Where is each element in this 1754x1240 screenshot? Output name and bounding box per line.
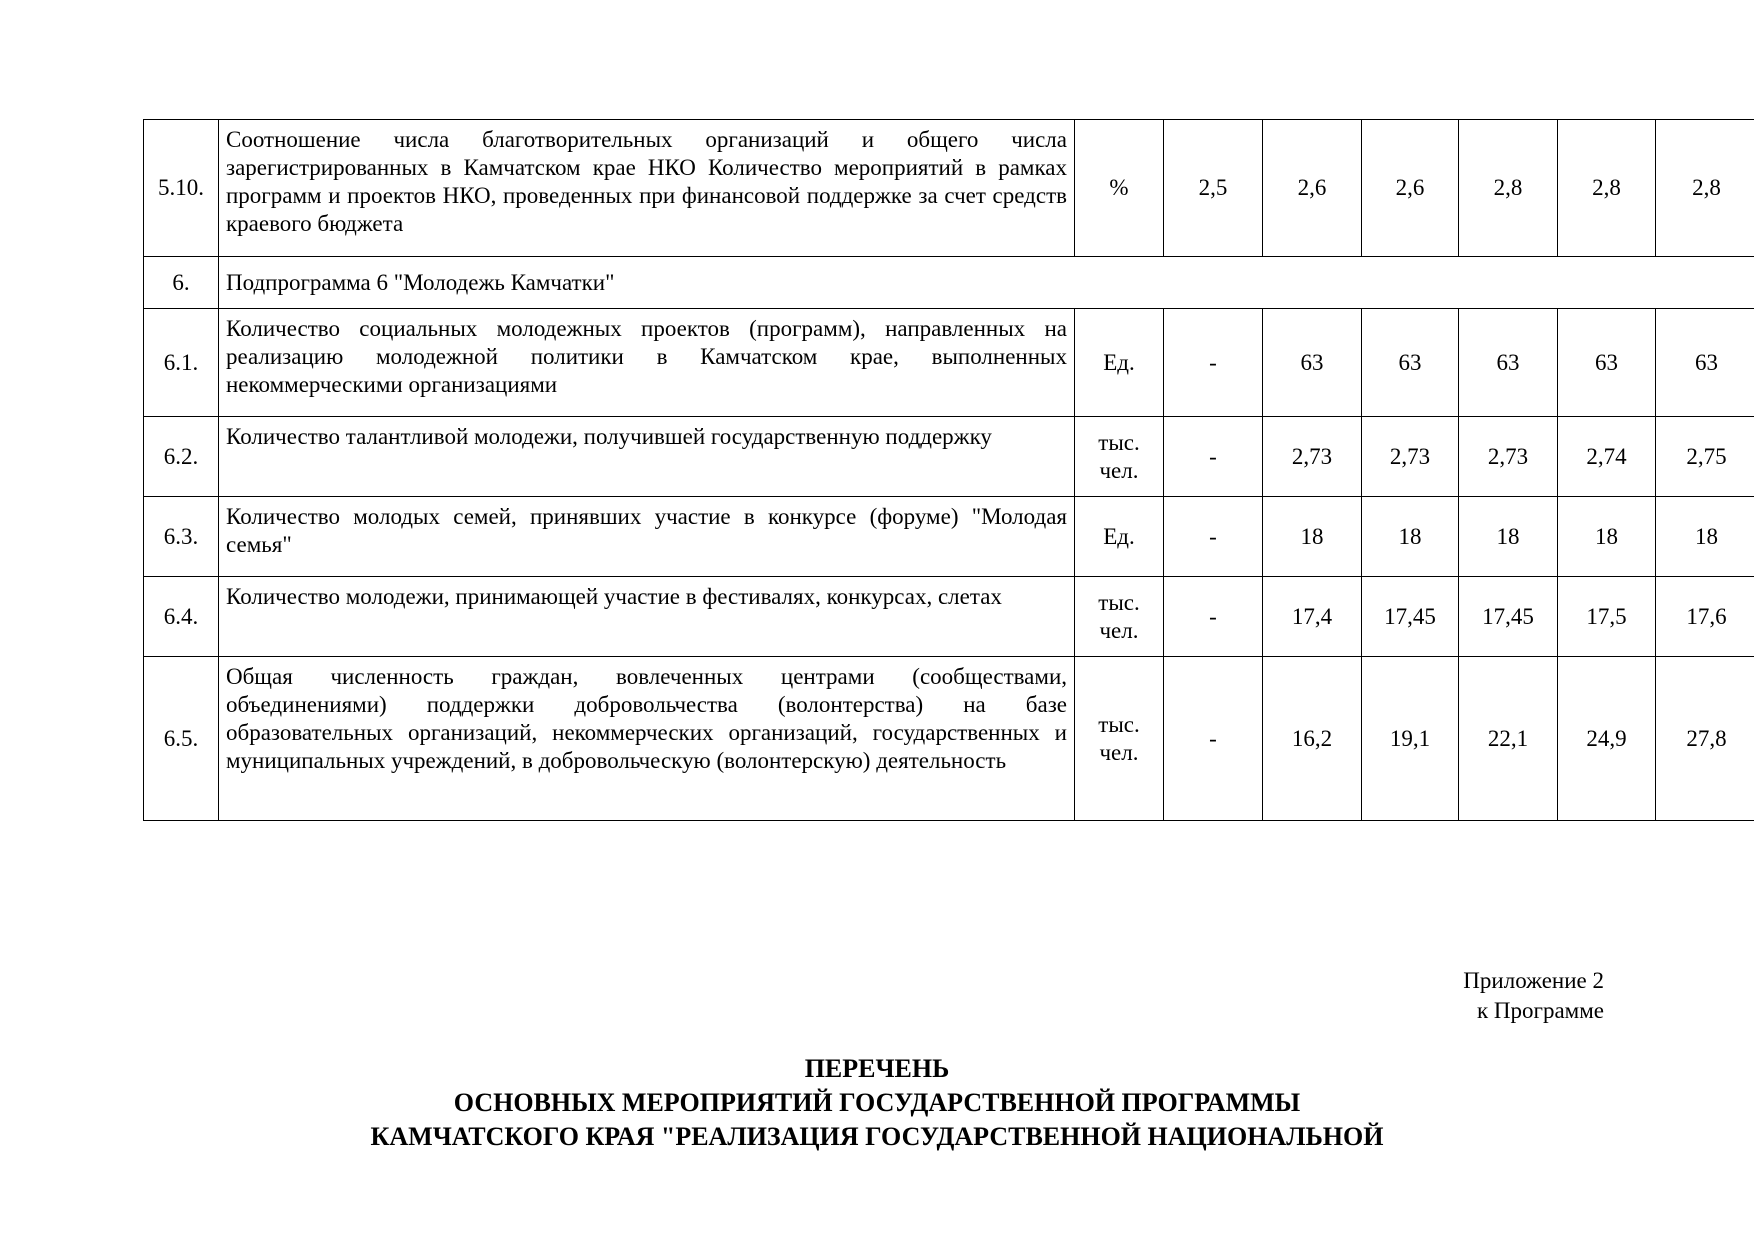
section-title: Подпрограмма 6 "Молодежь Камчатки" [219,257,1754,309]
value-cell: 18 [1558,497,1656,577]
value-cell: 22,1 [1459,657,1558,821]
value-cell: 17,4 [1263,577,1362,657]
value-cell: 2,5 [1164,120,1263,257]
value-cell: 16,2 [1263,657,1362,821]
value-cell: 2,8 [1656,120,1754,257]
unit: Ед. [1075,309,1164,417]
value-cell: 17,45 [1459,577,1558,657]
appendix-line-1: Приложение 2 [1463,968,1604,993]
value-cell: 2,8 [1459,120,1558,257]
indicator-name: Количество талантливой молодежи, получившей государственную поддержку [219,417,1075,497]
row-number: 5.10. [144,120,219,257]
value-cell: 27,8 [1656,657,1754,821]
value-cell: 63 [1459,309,1558,417]
value-cell: 2,73 [1362,417,1459,497]
indicator-name: Количество молодых семей, принявших участие в конкурсе (форуме) "Молодая семья" [219,497,1075,577]
row-number: 6.5. [144,657,219,821]
value-cell: 18 [1362,497,1459,577]
indicator-name: Общая численность граждан, вовлеченных центрами (сообществами, объединениями) поддержки добровольчества (волонтерства) на базе образовательных организаций, некоммерческих организаций, государственных и муниципальных учреждений, в добровольческую (волонтерскую) деятельность [219,657,1075,821]
value-cell: - [1164,417,1263,497]
unit: тыс. чел. [1075,657,1164,821]
appendix-line-2: к Программе [1477,998,1604,1023]
table-row [144,120,1754,257]
value-cell: 63 [1656,309,1754,417]
value-cell: - [1164,577,1263,657]
value-cell: 2,6 [1362,120,1459,257]
appendix-note [1463,966,1604,1026]
value-cell: 17,45 [1362,577,1459,657]
value-cell: 63 [1263,309,1362,417]
value-cell: 18 [1459,497,1558,577]
unit: тыс. чел. [1075,577,1164,657]
unit: тыс. чел. [1075,417,1164,497]
document-title [0,1052,1754,1154]
row-number: 6.4. [144,577,219,657]
value-cell: 24,9 [1558,657,1656,821]
indicator-name: Количество молодежи, принимающей участие в фестивалях, конкурсах, слетах [219,577,1075,657]
title-line-2: ОСНОВНЫХ МЕРОПРИЯТИЙ ГОСУДАРСТВЕННОЙ ПРОГРАММЫ [453,1088,1301,1117]
unit: % [1075,120,1164,257]
table-row [144,657,1754,821]
unit: Ед. [1075,497,1164,577]
value-cell: 2,73 [1263,417,1362,497]
value-cell: - [1164,497,1263,577]
value-cell: 63 [1362,309,1459,417]
table-row [144,497,1754,577]
table-row [144,257,1754,309]
row-number: 6.3. [144,497,219,577]
value-cell: - [1164,657,1263,821]
value-cell: - [1164,309,1263,417]
value-cell: 2,73 [1459,417,1558,497]
value-cell: 17,5 [1558,577,1656,657]
value-cell: 63 [1558,309,1656,417]
row-number: 6.2. [144,417,219,497]
table-row [144,309,1754,417]
value-cell: 2,6 [1263,120,1362,257]
table-row [144,577,1754,657]
table-row [144,417,1754,497]
value-cell: 17,6 [1656,577,1754,657]
value-cell: 18 [1263,497,1362,577]
value-cell: 2,8 [1558,120,1656,257]
value-cell: 2,75 [1656,417,1754,497]
value-cell: 18 [1656,497,1754,577]
value-cell: 19,1 [1362,657,1459,821]
row-number: 6. [144,257,219,309]
indicator-name: Количество социальных молодежных проектов (программ), направленных на реализацию молодежной политики в Камчатском крае, выполненных некоммерческими организациями [219,309,1075,417]
indicators-table [143,119,1754,821]
indicator-name: Соотношение числа благотворительных организаций и общего числа зарегистрированных в Камчатском крае НКО Количество мероприятий в рамках программ и проектов НКО, проведенных при финансовой поддержке за счет средств краевого бюджета [219,120,1075,257]
title-line-1: ПЕРЕЧЕНЬ [804,1054,950,1083]
value-cell: 2,74 [1558,417,1656,497]
row-number: 6.1. [144,309,219,417]
title-line-3: КАМЧАТСКОГО КРАЯ "РЕАЛИЗАЦИЯ ГОСУДАРСТВЕННОЙ НАЦИОНАЛЬНОЙ [370,1122,1384,1151]
